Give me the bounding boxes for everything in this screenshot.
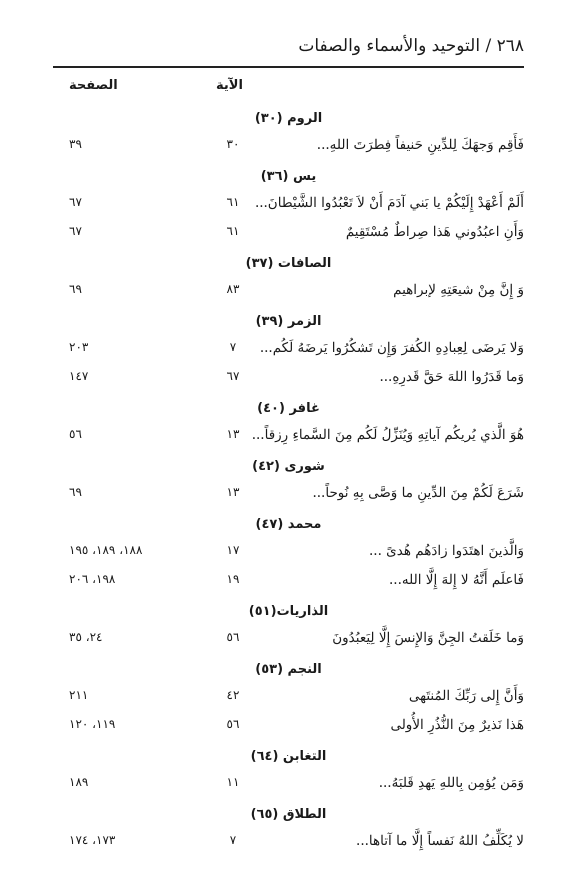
surah-heading: يس (٣٦) bbox=[260, 169, 317, 184]
verse-text: وَأَنِ اعبُدُوني هَذا صِراطٌ مُسْتَقِيمٌ bbox=[345, 224, 524, 240]
verse-row bbox=[53, 539, 524, 568]
surah-heading: غافر (٤٠) bbox=[257, 401, 320, 416]
ayah-number: ٥٦ bbox=[226, 717, 240, 731]
surah-heading: شورى (٤٢) bbox=[252, 459, 325, 474]
verse-row bbox=[53, 684, 524, 713]
verse-row bbox=[53, 568, 524, 597]
verse-row bbox=[53, 336, 524, 365]
page-number: ١٨٨، ١٨٩، ١٩٥ bbox=[69, 543, 143, 557]
page-header: ٢٦٨ / التوحيد والأسماء والصفات bbox=[298, 36, 524, 56]
surah-heading: النجم (٥٣) bbox=[255, 662, 322, 677]
page-number: ٢٤، ٣٥ bbox=[69, 630, 103, 644]
ayah-number: ٦٧ bbox=[226, 369, 240, 383]
verse-text: شَرَعَ لَكُمْ مِنَ الدِّينِ ما وَصَّى بِهِ نُوحاً... bbox=[312, 485, 524, 501]
verse-text: وَما قَدَرُوا اللهَ حَقَّ قَدرِهِ... bbox=[379, 369, 524, 385]
verse-row bbox=[53, 771, 524, 800]
page-column-header: الصفحة bbox=[69, 78, 118, 93]
page-number: ١٩٨، ٢٠٦ bbox=[69, 572, 116, 586]
page-number: ٦٩ bbox=[69, 282, 82, 296]
verse-row bbox=[53, 365, 524, 394]
verse-row bbox=[53, 626, 524, 655]
page-number: ٦٧ bbox=[69, 195, 82, 209]
page-number: ١٨٩ bbox=[69, 775, 89, 789]
page-number: ٥٦ bbox=[69, 427, 82, 441]
verse-index-list bbox=[53, 104, 524, 858]
surah-heading: الزمر (٣٩) bbox=[255, 314, 322, 329]
page-number: ٣٩ bbox=[69, 137, 82, 151]
verse-row bbox=[53, 133, 524, 162]
verse-row bbox=[53, 713, 524, 742]
verse-row bbox=[53, 278, 524, 307]
header-divider bbox=[53, 66, 524, 68]
ayah-number: ١٣ bbox=[226, 427, 240, 441]
ayah-number: ١١ bbox=[226, 775, 240, 789]
verse-text: فَاعلَم أَنَّهُ لا إِلهَ إِلَّا الله... bbox=[389, 572, 524, 588]
verse-text: وَالَّذينَ اهتَدَوا زادَهُم هُدىً ... bbox=[369, 543, 524, 559]
verse-text: وَمَن يُؤمِن بِاللهِ يَهدِ قَلبَهُ... bbox=[378, 775, 524, 791]
page-number: ٦٩ bbox=[69, 485, 82, 499]
ayah-number: ٦١ bbox=[226, 195, 240, 209]
verse-text: أَلَمْ أَعْهَدْ إِلَيْكُمْ يا بَني آدَمَ أَنْ لاَ تَعْبُدُوا الشَّيْطانَ... bbox=[254, 195, 524, 211]
ayah-number: ٦١ bbox=[226, 224, 240, 238]
verse-text: وَما خَلَقتُ الجِنَّ وَالإِنسَ إِلَّا لِيَعبُدُونَ bbox=[332, 630, 524, 646]
verse-text: فَأَقِم وَجهَكَ لِلدِّينِ حَنيفاً فِطرَتَ اللهِ... bbox=[316, 137, 524, 153]
ayah-number: ١٩ bbox=[226, 572, 240, 586]
ayah-column-header: الآية bbox=[216, 78, 243, 93]
ayah-number: ١٧ bbox=[226, 543, 240, 557]
page-number: ١١٩، ١٢٠ bbox=[69, 717, 116, 731]
ayah-number: ٣٠ bbox=[226, 137, 240, 151]
verse-text: وَ إِنَّ مِنْ شيعَتِهِ لإبراهيم bbox=[393, 282, 524, 298]
verse-row bbox=[53, 829, 524, 858]
surah-heading: الطلاق (٦٥) bbox=[250, 807, 327, 822]
ayah-number: ٧ bbox=[229, 340, 237, 354]
verse-text: وَلا يَرضَى لِعِبادِهِ الكُفرَ وَإِن تَشكُرُوا يَرضَهُ لَكُم... bbox=[259, 340, 524, 356]
page-number: ١٧٣، ١٧٤ bbox=[69, 833, 116, 847]
surah-heading: التغابن (٦٤) bbox=[250, 749, 327, 764]
surah-heading: الروم (٣٠) bbox=[254, 111, 323, 126]
ayah-number: ٤٢ bbox=[226, 688, 240, 702]
verse-row bbox=[53, 481, 524, 510]
page-number: ٦٧ bbox=[69, 224, 82, 238]
verse-row bbox=[53, 423, 524, 452]
ayah-number: ٨٣ bbox=[226, 282, 240, 296]
ayah-number: ٧ bbox=[229, 833, 237, 847]
verse-text: لا يُكَلِّفُ اللهُ نَفساً إِلَّا ما آتاها... bbox=[356, 833, 524, 849]
surah-heading: الصافات (٣٧) bbox=[245, 256, 332, 271]
surah-heading: محمد (٤٧) bbox=[255, 517, 322, 532]
verse-text: وَأَنَّ إِلى رَبِّكَ المُنتَهى bbox=[408, 688, 524, 704]
verse-row bbox=[53, 191, 524, 220]
ayah-number: ١٣ bbox=[226, 485, 240, 499]
verse-row bbox=[53, 220, 524, 249]
ayah-number: ٥٦ bbox=[226, 630, 240, 644]
verse-text: هَذا نَذيرٌ مِنَ النُّذُرِ الأُولى bbox=[390, 717, 524, 733]
page-number: ٢٠٣ bbox=[69, 340, 89, 354]
page-number: ٢١١ bbox=[69, 688, 89, 702]
column-headers bbox=[53, 78, 524, 98]
page-number: ١٤٧ bbox=[69, 369, 89, 383]
verse-text: هُوَ الَّذي يُريكُم آياتِهِ وَيُنَزِّلُ لَكُم مِنَ السَّماءِ رِزقاً... bbox=[251, 427, 524, 443]
surah-heading: الذاريات(٥١) bbox=[248, 604, 329, 619]
